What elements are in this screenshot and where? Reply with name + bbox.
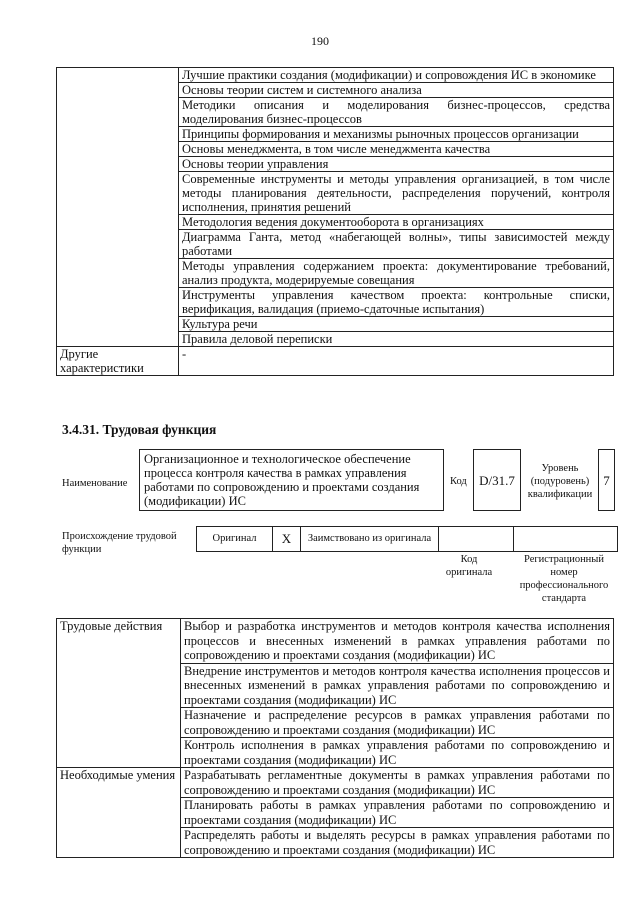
- table-cell: Методы управления содержанием проекта: документирование требований, анализ продукта, модерируемые совещания: [179, 259, 614, 288]
- table-cell: Планировать работы в рамках управления работами по сопровождению и проектами создания (модификации) ИС: [181, 798, 614, 828]
- level-label: Уровень (подуровень) квалификации: [527, 463, 593, 500]
- table-row: [57, 768, 614, 798]
- table-cell: Методология ведения документооборота в организациях: [179, 215, 614, 230]
- reg-number-label: Регистрационный номер профессионального стандарта: [519, 554, 609, 604]
- table-cell: Разрабатывать регламентные документы в рамках управления работами по сопровождению и проектами создания (модификации) ИС: [181, 768, 614, 798]
- level-value-box: 7: [598, 449, 615, 511]
- table-cell: Диаграмма Ганта, метод «набегающей волны», типы зависимостей между работами: [179, 230, 614, 259]
- skills-label: Необходимые умения: [57, 768, 181, 858]
- table-cell: Культура речи: [179, 317, 614, 332]
- code-value-box: D/31.7: [473, 449, 521, 511]
- origin-label: Происхождение трудовой функции: [62, 531, 177, 555]
- table-row: [197, 527, 618, 552]
- page-number: 190: [311, 34, 329, 48]
- table-cell: Инструменты управления качеством проекта: контрольные списки, верификация, валидация (приемо-сдаточные испытания): [179, 288, 614, 317]
- table-cell: Основы менеджмента, в том числе менеджмента качества: [179, 142, 614, 157]
- section-heading: 3.4.31. Трудовая функция: [62, 422, 217, 437]
- original-label: Оригинал: [197, 527, 273, 552]
- origin-table: [196, 526, 618, 552]
- table-cell: Современные инструменты и методы управления организацией, в том числе методы планирования деятельности, распределения поручений, контроля исполнения, принятия решений: [179, 172, 614, 215]
- code-label: Код: [450, 476, 467, 487]
- table-row: [57, 68, 614, 83]
- knowledge-table: [56, 67, 614, 376]
- table-cell: Принципы формирования и механизмы рыночных процессов организации: [179, 127, 614, 142]
- code-original-cell: [439, 527, 514, 552]
- table-cell: Назначение и распределение ресурсов в рамках управления работами по сопровождению и проектами создания (модификации) ИС: [181, 708, 614, 738]
- table-cell: Основы теории систем и системного анализа: [179, 83, 614, 98]
- table-cell: Основы теории управления: [179, 157, 614, 172]
- functions-table: [56, 618, 614, 858]
- other-characteristics-value: -: [179, 347, 614, 376]
- borrowed-label: Заимствовано из оригинала: [301, 527, 439, 552]
- table-cell: Выбор и разработка инструментов и методов контроля качества исполнения процессов и внесенных изменений в рамках управления работами по сопровождению и проектами создания (модификации) ИС: [181, 619, 614, 664]
- table-cell: Распределять работы и выделять ресурсы в рамках управления работами по сопровождению и проектами создания (модификации) ИС: [181, 828, 614, 858]
- code-original-label: Код оригинала: [445, 554, 493, 578]
- other-characteristics-label: Другие характеристики: [57, 347, 179, 376]
- table-cell: Лучшие практики создания (модификации) и сопровождения ИС в экономике: [179, 68, 614, 83]
- empty-label-cell: [57, 68, 179, 347]
- function-name-box: Организационное и технологическое обеспечение процесса контроля качества в рамках управления работами по сопровождению и проектами создания (модификации) ИС: [139, 449, 444, 511]
- table-cell: Методики описания и моделирования бизнес-процессов, средства моделирования бизнес-процессов: [179, 98, 614, 127]
- reg-number-cell: [514, 527, 618, 552]
- table-cell: Контроль исполнения в рамках управления работами по сопровождению и проектами создания (модификации) ИС: [181, 738, 614, 768]
- actions-label: Трудовые действия: [57, 619, 181, 768]
- table-row: [57, 347, 614, 376]
- table-cell: Внедрение инструментов и методов контроля качества исполнения процессов и внесенных изменений в рамках управления работами по сопровождению и проектами создания (модификации) ИС: [181, 663, 614, 708]
- table-row: [57, 619, 614, 664]
- name-label: Наименование: [62, 478, 128, 489]
- table-cell: Правила деловой переписки: [179, 332, 614, 347]
- original-mark: X: [273, 527, 301, 552]
